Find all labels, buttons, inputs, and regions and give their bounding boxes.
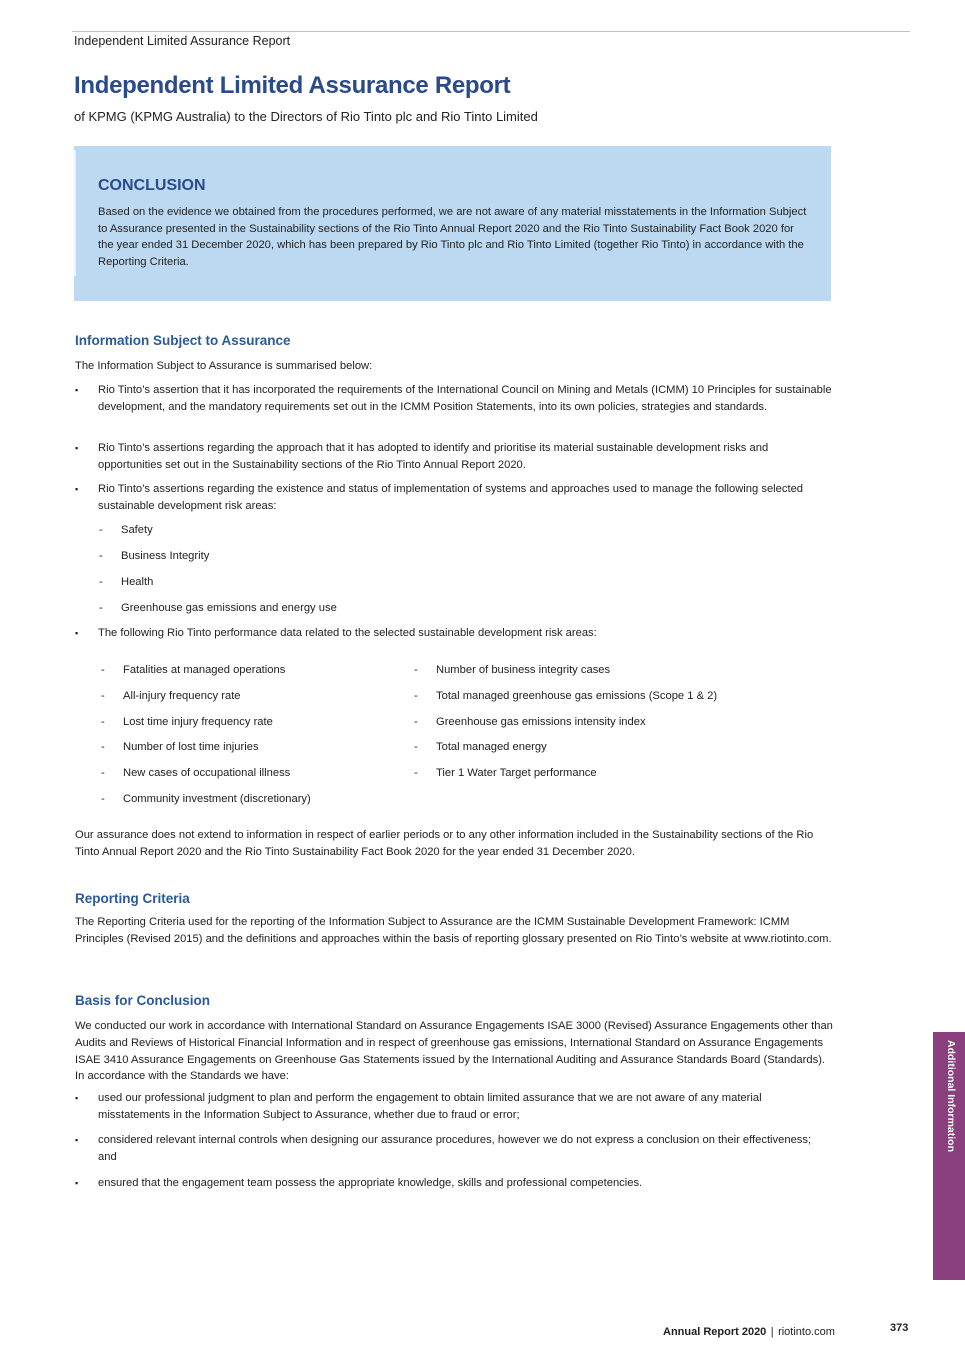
risk-area-item: Business Integrity: [121, 550, 210, 562]
list-dash: -: [414, 767, 418, 779]
list-dash: -: [101, 664, 105, 676]
performance-item: New cases of occupational illness: [123, 767, 291, 779]
performance-item: Fatalities at managed operations: [123, 664, 286, 676]
list-dash: -: [414, 741, 418, 753]
list-dash: -: [101, 716, 105, 728]
performance-item: Number of business integrity cases: [436, 664, 611, 676]
performance-item: Total managed energy: [436, 741, 547, 753]
bullet-marker: ▪: [75, 484, 79, 494]
page-number: 373: [890, 1322, 909, 1334]
performance-item: Community investment (discretionary): [123, 793, 311, 805]
page-subtitle: of KPMG (KPMG Australia) to the Directors of Rio Tinto plc and Rio Tinto Limited: [74, 109, 538, 124]
performance-item: Number of lost time injuries: [123, 741, 259, 753]
risk-area-item: Health: [121, 576, 154, 588]
reporting-criteria-body: The Reporting Criteria used for the reporting of the Information Subject to Assurance are the ICMM Sustainable Development Framework: ICMM Principles (Revised 2015) and the definitions and approaches within the basis of reporting glossary presented on Rio Tinto’s website at www.riotinto.com.: [75, 916, 832, 945]
conclusion-body: Based on the evidence we obtained from the procedures performed, we are not aware of any material misstatements in the Information Subject to Assurance presented in the Sustainability sections of the Rio Tinto Annual Report 2020 and the Rio Tinto Sustainability Fact Book 2020 for the year ended 31 December 2020, which has been prepared by Rio Tinto plc and Rio Tinto Limited (together Rio Tinto) in accordance with the Reporting Criteria.: [98, 206, 807, 268]
info-subject-heading: Information Subject to Assurance: [75, 333, 291, 348]
footer-separator: |: [770, 1326, 774, 1338]
header-rule: [72, 31, 910, 32]
info-bullet-2: Rio Tinto’s assertions regarding the approach that it has adopted to identify and prioritise its material sustainable development risks and opportunities set out in the Sustainability sections of the Rio Tinto Annual Report 2020.: [98, 442, 769, 471]
info-bullet-4: The following Rio Tinto performance data related to the selected sustainable development risk areas:: [98, 627, 597, 639]
performance-item: Lost time injury frequency rate: [123, 716, 273, 728]
list-dash: -: [101, 690, 105, 702]
footer-website: riotinto.com: [778, 1326, 835, 1338]
list-dash: -: [101, 741, 105, 753]
reporting-criteria-heading: Reporting Criteria: [75, 891, 190, 906]
basis-bullet-3: ensured that the engagement team possess the appropriate knowledge, skills and professional competencies.: [98, 1177, 643, 1189]
risk-area-item: Safety: [121, 524, 153, 536]
page-title: Independent Limited Assurance Report: [74, 72, 511, 99]
side-tab-label: Additional Information: [945, 1040, 957, 1152]
list-dash: -: [101, 767, 105, 779]
list-dash: -: [99, 576, 103, 588]
bullet-marker: ▪: [75, 1178, 79, 1188]
performance-item: Greenhouse gas emissions intensity index: [436, 716, 646, 728]
basis-bullet-2: considered relevant internal controls when designing our assurance procedures, however we do not express a conclusion on their effectiveness; and: [98, 1134, 812, 1163]
footer: [663, 1322, 835, 1340]
list-dash: -: [99, 524, 103, 536]
performance-item: All-injury frequency rate: [123, 690, 241, 702]
bullet-marker: ▪: [75, 1093, 79, 1103]
list-dash: -: [99, 550, 103, 562]
list-dash: -: [414, 716, 418, 728]
performance-item: Tier 1 Water Target performance: [436, 767, 597, 779]
basis-bullet-1: used our professional judgment to plan and perform the engagement to obtain limited assurance that we are not aware of any material misstatements in the Information Subject to Assurance, whether due to fraud or error;: [98, 1092, 762, 1121]
info-bullet-3: Rio Tinto’s assertions regarding the existence and status of implementation of systems and approaches used to manage the following selected sustainable development risk areas:: [98, 483, 804, 512]
list-dash: -: [414, 664, 418, 676]
footer-report-name: Annual Report 2020: [663, 1326, 767, 1338]
basis-heading: Basis for Conclusion: [75, 993, 211, 1008]
performance-item: Total managed greenhouse gas emissions (Scope 1 & 2): [436, 690, 718, 702]
list-dash: -: [101, 793, 105, 805]
bullet-marker: ▪: [75, 385, 79, 395]
section-side-tab: [933, 1032, 965, 1280]
conclusion-heading: CONCLUSION: [98, 177, 206, 194]
bullet-marker: ▪: [75, 443, 79, 453]
bullet-marker: ▪: [75, 628, 79, 638]
list-dash: -: [99, 602, 103, 614]
running-header: Independent Limited Assurance Report: [74, 34, 291, 48]
info-bullet-1: Rio Tinto’s assertion that it has incorporated the requirements of the International Council on Mining and Metals (ICMM) 10 Principles for sustainable development, and the mandatory requirements set out in the ICMM Position Statements, into its own policies, strategies and standards.: [98, 384, 832, 413]
list-dash: -: [414, 690, 418, 702]
basis-body: We conducted our work in accordance with International Standard on Assurance Engagements ISAE 3000 (Revised) Assurance Engagements other than Audits and Reviews of Historical Financial Information and in respect of greenhouse gas emissions, International Standard on Assurance Engagements ISAE 3410 Assurance Engagements on Greenhouse Gas Statements issued by the International Auditing and Assurance Standards Board (Standards). In accordance with the Standards we have:: [75, 1020, 833, 1083]
info-subject-intro: The Information Subject to Assurance is summarised below:: [75, 360, 373, 372]
bullet-marker: ▪: [75, 1135, 79, 1145]
risk-area-item: Greenhouse gas emissions and energy use: [121, 602, 337, 614]
info-subject-closing: Our assurance does not extend to information in respect of earlier periods or to any other information included in the Sustainability sections of the Rio Tinto Annual Report 2020 and the Rio Tinto Sustainability Fact Book 2020 for the year ended 31 December 2020.: [75, 829, 814, 858]
conclusion-box-edge: [74, 150, 76, 276]
